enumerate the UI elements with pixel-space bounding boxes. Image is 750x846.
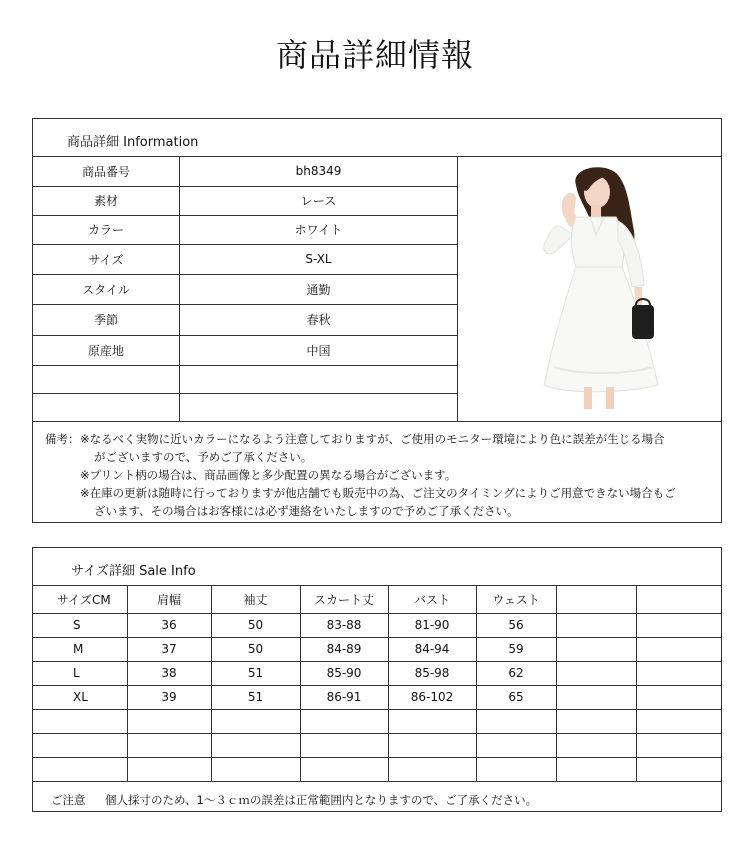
- detail-value: 中国: [180, 335, 458, 365]
- note-row: [33, 502, 721, 520]
- size-cell: [556, 733, 636, 757]
- size-heading: サイズ詳細 Sale Info: [71, 564, 196, 579]
- size-cell: [300, 757, 388, 781]
- note-row: [33, 430, 721, 448]
- footer-text: 個人採寸のため、1～３ｃｍの誤差は正常範囲内となりますので、ご了承ください。: [105, 793, 538, 807]
- size-cell: 65: [476, 685, 556, 709]
- details-row: [33, 186, 458, 215]
- detail-label: 素材: [33, 186, 180, 215]
- details-header: [33, 119, 721, 157]
- size-cell: [556, 661, 636, 685]
- details-row: [33, 365, 458, 393]
- size-cell: [476, 733, 556, 757]
- note-text: ※在庫の更新は随時に行っておりますが他店舗でも販売中の為、ご注文のタイミングによりご用意できない場合もご: [80, 486, 676, 500]
- detail-value: ホワイト: [180, 215, 458, 244]
- note-row: [33, 466, 721, 484]
- detail-label: 原産地: [33, 335, 180, 365]
- details-row: [33, 274, 458, 304]
- details-row: [33, 335, 458, 365]
- size-col-header: 肩幅: [127, 586, 211, 613]
- size-cell: 62: [476, 661, 556, 685]
- details-row: [33, 215, 458, 244]
- size-col-header: [556, 586, 636, 613]
- details-row: [33, 304, 458, 335]
- detail-label: カラー: [33, 215, 180, 244]
- note-row: [33, 484, 721, 502]
- details-row: [33, 157, 458, 186]
- product-details-box: [32, 118, 722, 523]
- size-cell: [476, 709, 556, 733]
- size-cell: 37: [127, 637, 211, 661]
- detail-label: スタイル: [33, 274, 180, 304]
- size-cell: [636, 613, 722, 637]
- size-row: [33, 733, 722, 757]
- size-cell: [300, 709, 388, 733]
- size-cell: [636, 661, 722, 685]
- size-col-header: [636, 586, 722, 613]
- size-cell: 50: [211, 613, 300, 637]
- size-cell: [556, 613, 636, 637]
- size-cell: 81-90: [388, 613, 476, 637]
- size-cell: [636, 757, 722, 781]
- size-cell: [211, 709, 300, 733]
- size-cell: 84-94: [388, 637, 476, 661]
- size-cell: [127, 733, 211, 757]
- details-row: [33, 244, 458, 274]
- detail-value: [180, 393, 458, 421]
- size-cell: S: [33, 613, 127, 637]
- size-row: [33, 709, 722, 733]
- size-cell: 59: [476, 637, 556, 661]
- size-cell: [556, 637, 636, 661]
- size-cell: [211, 733, 300, 757]
- size-cell: [636, 637, 722, 661]
- size-cell: 86-91: [300, 685, 388, 709]
- size-col-header: バスト: [388, 586, 476, 613]
- size-cell: [33, 709, 127, 733]
- detail-value: bh8349: [180, 157, 458, 186]
- size-cell: 38: [127, 661, 211, 685]
- size-row: [33, 613, 722, 637]
- detail-label: [33, 393, 180, 421]
- size-cell: [556, 685, 636, 709]
- size-row: [33, 757, 722, 781]
- detail-value: 通勤: [180, 274, 458, 304]
- note-text: ※プリント柄の場合は、商品画像と多少配置の異なる場合がございます。: [80, 468, 457, 482]
- size-cell: 51: [211, 661, 300, 685]
- size-cell: 50: [211, 637, 300, 661]
- size-cell: 84-89: [300, 637, 388, 661]
- size-cell: 39: [127, 685, 211, 709]
- size-cell: XL: [33, 685, 127, 709]
- size-cell: [556, 709, 636, 733]
- detail-label: 商品番号: [33, 157, 180, 186]
- page-title: 商品詳細情報: [275, 36, 474, 74]
- size-cell: [211, 757, 300, 781]
- details-heading: 商品詳細 Information: [67, 135, 199, 150]
- size-cell: [556, 757, 636, 781]
- detail-label: 季節: [33, 304, 180, 335]
- size-cell: [300, 733, 388, 757]
- size-cell: 56: [476, 613, 556, 637]
- model-illustration: [458, 157, 721, 421]
- size-cell: 51: [211, 685, 300, 709]
- note-text: ※なるべく実物に近いカラーになるよう注意しておりますが、ご使用のモニター環境により色に誤差が生じる場合: [80, 432, 665, 446]
- size-cell: [127, 709, 211, 733]
- size-cell: [476, 757, 556, 781]
- detail-label: サイズ: [33, 244, 180, 274]
- detail-value: レース: [180, 186, 458, 215]
- size-row: [33, 661, 722, 685]
- detail-label: [33, 365, 180, 393]
- size-cell: [636, 709, 722, 733]
- size-info-box: [32, 547, 722, 812]
- size-table: [33, 586, 722, 782]
- size-header-row: [33, 586, 722, 613]
- note-row: [33, 448, 721, 466]
- details-table: [33, 157, 458, 421]
- detail-value: 春秋: [180, 304, 458, 335]
- size-cell: [33, 757, 127, 781]
- size-header: [33, 548, 721, 586]
- size-cell: [388, 757, 476, 781]
- size-cell: [33, 733, 127, 757]
- size-cell: [127, 757, 211, 781]
- detail-value: [180, 365, 458, 393]
- size-row: [33, 637, 722, 661]
- size-cell: 85-90: [300, 661, 388, 685]
- size-cell: 83-88: [300, 613, 388, 637]
- size-cell: 86-102: [388, 685, 476, 709]
- size-col-header: サイズCM: [33, 586, 127, 613]
- size-cell: [388, 733, 476, 757]
- size-col-header: 袖丈: [211, 586, 300, 613]
- size-cell: L: [33, 661, 127, 685]
- size-col-header: スカート丈: [300, 586, 388, 613]
- size-cell: M: [33, 637, 127, 661]
- note-text: がございますので、予めご了承ください。: [94, 450, 313, 464]
- footer-label: ご注意: [51, 793, 86, 807]
- size-cell: 36: [127, 613, 211, 637]
- size-cell: [636, 685, 722, 709]
- size-cell: [388, 709, 476, 733]
- product-photo: [458, 157, 721, 421]
- size-row: [33, 685, 722, 709]
- detail-value: S-XL: [180, 244, 458, 274]
- size-cell: 85-98: [388, 661, 476, 685]
- notes-section: [33, 421, 721, 520]
- size-cell: [636, 733, 722, 757]
- details-row: [33, 393, 458, 421]
- size-col-header: ウェスト: [476, 586, 556, 613]
- note-text: ざいます、その場合はお客様には必ず連絡をいたしますので予めご了承ください。: [94, 504, 519, 518]
- notes-label: 備考：: [45, 432, 80, 446]
